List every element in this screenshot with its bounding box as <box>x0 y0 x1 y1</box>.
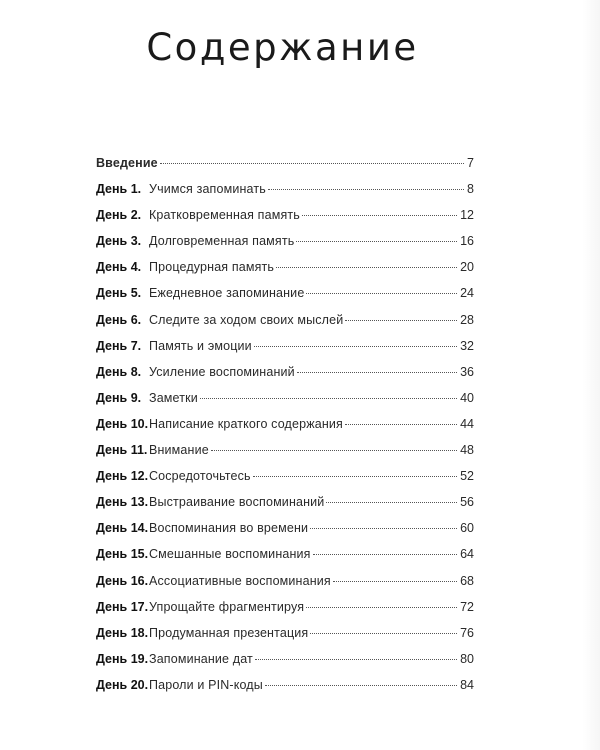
toc-entry-title: Пароли и PIN-коды <box>149 677 263 692</box>
toc-entry-title: Память и эмоции <box>149 338 252 353</box>
toc-row <box>96 202 474 228</box>
toc-page-number: 52 <box>460 469 474 484</box>
toc-day-label: День 17. <box>96 599 149 614</box>
toc-page-number: 36 <box>460 364 474 379</box>
toc-entry-title: Написание краткого содержания <box>149 416 343 431</box>
toc-page-number: 48 <box>460 443 474 458</box>
toc-entry-title: Ежедневное запоминание <box>149 286 305 301</box>
toc-entry-title: Смешанные воспоминания <box>149 547 311 562</box>
toc-page-number: 80 <box>460 651 474 666</box>
toc-day-label: День 16. <box>96 573 149 588</box>
toc-row <box>96 280 474 306</box>
toc-page-number: 16 <box>460 234 474 249</box>
toc-day-label: День 3. <box>96 234 142 249</box>
dot-leader <box>310 528 457 529</box>
toc-row-introduction <box>96 150 474 176</box>
dot-leader <box>297 372 457 373</box>
dot-leader <box>268 189 464 190</box>
toc-page-number: 24 <box>460 286 474 301</box>
toc-page-number: 64 <box>460 547 474 562</box>
toc-day-label: День 15. <box>96 547 149 562</box>
dot-leader <box>200 398 457 399</box>
toc-entry-title: Продуманная презентация <box>149 625 309 640</box>
toc-day-label: День 5. <box>96 286 142 301</box>
toc-entry-title: Следите за ходом своих мыслей <box>149 312 344 327</box>
toc-entry-title: Кратковременная память <box>149 208 300 223</box>
page-edge-shadow <box>582 0 600 750</box>
toc-page-number: 20 <box>460 260 474 275</box>
toc-day-label: День 20. <box>96 677 149 692</box>
dot-leader <box>310 633 457 634</box>
dot-leader <box>313 554 458 555</box>
toc-page-number: 68 <box>460 573 474 588</box>
toc-day-label: День 10. <box>96 416 149 431</box>
toc-entry-title: Введение <box>96 156 158 170</box>
toc-page-number: 76 <box>460 625 474 640</box>
dot-leader <box>265 685 457 686</box>
toc-row <box>96 541 474 567</box>
toc-row <box>96 463 474 489</box>
toc-entry-title: Запоминание дат <box>149 651 253 666</box>
toc-row <box>96 594 474 620</box>
toc-row <box>96 672 474 698</box>
toc-page-number: 60 <box>460 521 474 536</box>
toc-row <box>96 646 474 672</box>
dot-leader <box>255 659 457 660</box>
page-title: Содержание <box>146 26 419 69</box>
toc-entry-title: Воспоминания во времени <box>149 521 309 536</box>
toc-entry-title: Выстраивание воспоминаний <box>149 495 325 510</box>
toc-entry-title: Долговременная память <box>149 234 295 249</box>
toc-entry-title: Учимся запоминать <box>149 182 266 197</box>
toc-day-label: День 12. <box>96 469 149 484</box>
dot-leader <box>211 450 457 451</box>
dot-leader <box>254 346 457 347</box>
dot-leader <box>296 241 457 242</box>
dot-leader <box>276 267 457 268</box>
toc-day-label: День 9. <box>96 390 142 405</box>
toc-entry-title: Сосредоточьтесь <box>149 469 251 484</box>
dot-leader <box>253 476 457 477</box>
toc-entry-title: Внимание <box>149 443 209 458</box>
dot-leader <box>306 293 457 294</box>
toc-day-label: День 1. <box>96 182 142 197</box>
toc-row <box>96 307 474 333</box>
toc-row <box>96 254 474 280</box>
toc-row <box>96 176 474 202</box>
toc-entry-title: Усиление воспоминаний <box>149 364 295 379</box>
dot-leader <box>160 163 464 164</box>
toc-day-label: День 8. <box>96 364 142 379</box>
toc-row <box>96 568 474 594</box>
toc-day-label: День 18. <box>96 625 149 640</box>
toc-day-label: День 13. <box>96 495 149 510</box>
toc-row <box>96 359 474 385</box>
toc-day-label: День 4. <box>96 260 142 275</box>
toc-entry-title: Заметки <box>149 390 198 405</box>
toc-row <box>96 333 474 359</box>
toc-entry-title: Упрощайте фрагментируя <box>149 599 305 614</box>
toc-page-number: 84 <box>460 677 474 692</box>
toc-page-number: 7 <box>467 156 474 170</box>
toc-row <box>96 620 474 646</box>
toc-row <box>96 411 474 437</box>
toc-day-label: День 7. <box>96 338 142 353</box>
dot-leader <box>306 607 457 608</box>
toc-page-number: 72 <box>460 599 474 614</box>
dot-leader <box>326 502 457 503</box>
toc-day-label: День 14. <box>96 521 149 536</box>
toc-day-label: День 6. <box>96 312 142 327</box>
toc-row <box>96 489 474 515</box>
toc-row <box>96 515 474 541</box>
toc-day-label: День 19. <box>96 651 149 666</box>
dot-leader <box>345 424 457 425</box>
toc-row <box>96 228 474 254</box>
toc-page-number: 8 <box>467 182 474 197</box>
toc-day-label: День 11. <box>96 443 148 458</box>
dot-leader <box>333 581 457 582</box>
toc-page-number: 44 <box>460 416 474 431</box>
toc-row <box>96 437 474 463</box>
toc-page-number: 12 <box>460 208 474 223</box>
dot-leader <box>345 320 457 321</box>
toc-entry-title: Ассоциативные воспоминания <box>149 573 331 588</box>
toc-page-number: 56 <box>460 495 474 510</box>
toc-page-number: 28 <box>460 312 474 327</box>
toc-day-label: День 2. <box>96 208 142 223</box>
toc-entry-title: Процедурная память <box>149 260 275 275</box>
toc-page-number: 40 <box>460 390 474 405</box>
toc-row <box>96 385 474 411</box>
toc-page-number: 32 <box>460 338 474 353</box>
table-of-contents <box>96 150 474 698</box>
dot-leader <box>302 215 457 216</box>
